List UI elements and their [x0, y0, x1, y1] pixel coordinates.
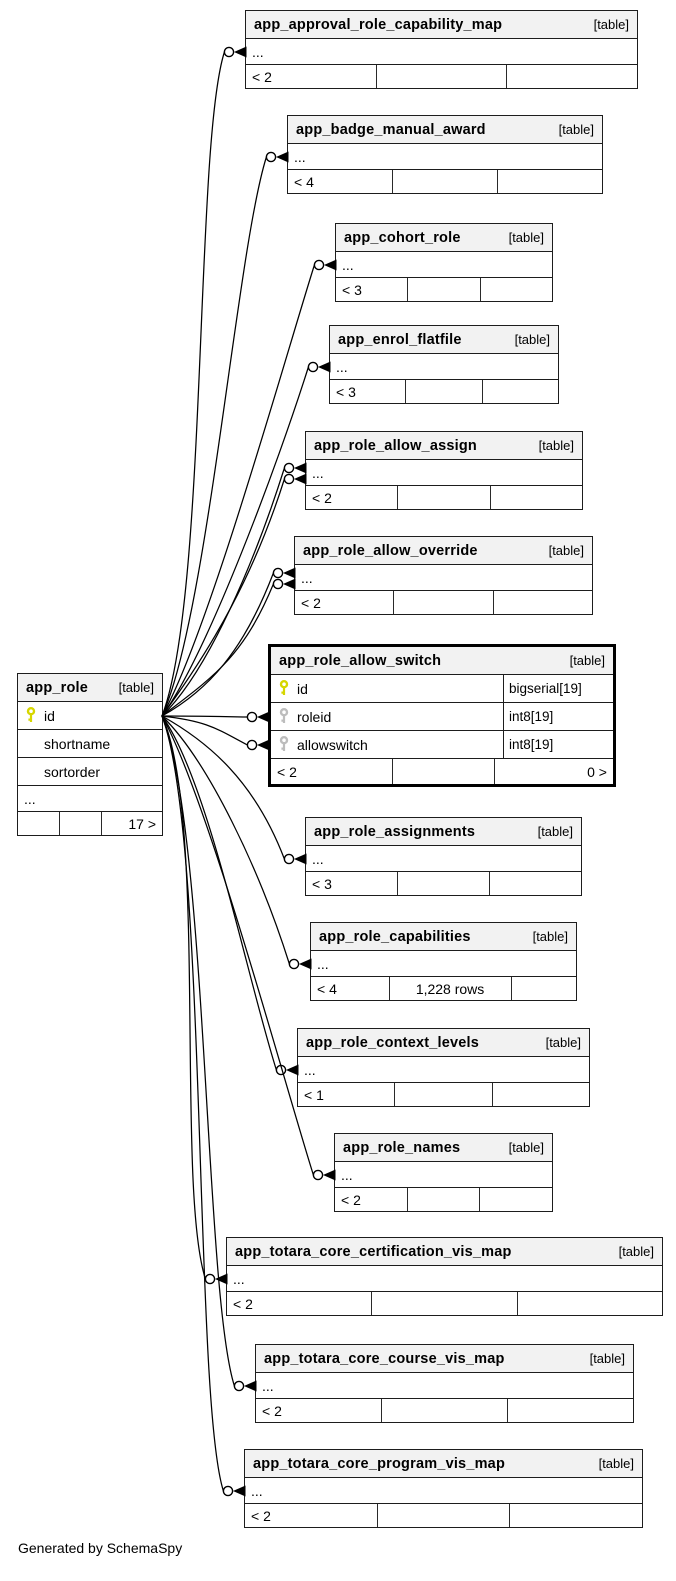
table-header [288, 116, 602, 144]
table-header [245, 1450, 642, 1478]
table-app-badge-manual-award[interactable] [287, 115, 603, 194]
table-footer [295, 591, 592, 614]
columns-ellipsis: ... [336, 252, 552, 278]
footer-rows-count [392, 170, 497, 193]
table-footer [245, 1504, 642, 1527]
table-header [18, 674, 162, 702]
columns-ellipsis: ... [330, 354, 558, 380]
footer-parents-count: < 2 [251, 1507, 271, 1524]
table-header [246, 11, 637, 39]
column-row-shortname [18, 730, 162, 758]
table-name[interactable]: app_totara_core_program_vis_map [253, 1455, 505, 1472]
columns-ellipsis: ... [298, 1057, 589, 1083]
table-app-role-allow-assign[interactable] [305, 431, 583, 510]
table-type-tag: [table] [532, 929, 568, 944]
table-name[interactable]: app_role_allow_override [303, 542, 478, 559]
table-name[interactable]: app_role_names [343, 1139, 461, 1156]
footer-parents-count: < 2 [277, 763, 297, 780]
table-header [311, 923, 576, 951]
table-name[interactable]: app_badge_manual_award [296, 121, 486, 138]
footer-children-count [497, 170, 602, 193]
table-footer [311, 977, 576, 1000]
table-type-tag: [table] [589, 1351, 625, 1366]
table-name[interactable]: app_role_context_levels [306, 1034, 480, 1051]
columns-ellipsis: ... [306, 846, 581, 872]
column-row-sortorder [18, 758, 162, 786]
foreign-key-icon [271, 731, 297, 758]
table-app-role-assignments[interactable] [305, 817, 582, 896]
table-name[interactable]: app_enrol_flatfile [338, 331, 462, 348]
table-footer [246, 65, 637, 88]
table-footer [335, 1188, 552, 1211]
footer-parents-count: < 1 [304, 1086, 324, 1103]
footer-children-count [490, 486, 582, 509]
table-name[interactable]: app_totara_core_certification_vis_map [235, 1243, 512, 1260]
footer-rows-count [371, 1292, 516, 1315]
footer-parents-count: < 2 [341, 1191, 361, 1208]
table-header [256, 1345, 633, 1373]
footer-children-count [489, 872, 581, 895]
table-type-tag: [table] [569, 653, 605, 668]
column-name: sortorder [44, 763, 101, 780]
footer-rows-count [59, 812, 101, 835]
generator-credit: Generated by SchemaSpy [18, 1540, 183, 1556]
table-footer [18, 812, 162, 835]
table-footer [336, 278, 552, 301]
table-type-tag: [table] [558, 122, 594, 137]
column-name: allowswitch [297, 736, 368, 753]
table-footer [288, 170, 602, 193]
footer-children-count [509, 1504, 642, 1527]
footer-rows-count [407, 1188, 480, 1211]
table-footer [298, 1083, 589, 1106]
table-app-role[interactable] [17, 673, 163, 836]
columns-ellipsis: ... [256, 1373, 633, 1399]
column-type: bigserial[19] [503, 675, 613, 702]
columns-ellipsis: ... [18, 786, 162, 812]
columns-ellipsis: ... [288, 144, 602, 170]
table-header [298, 1029, 589, 1057]
footer-parents-count: < 2 [301, 594, 321, 611]
columns-ellipsis: ... [295, 565, 592, 591]
footer-parents-count: < 2 [312, 489, 332, 506]
table-footer [256, 1399, 633, 1422]
column-name: id [297, 680, 308, 697]
table-type-tag: [table] [118, 680, 154, 695]
table-header [295, 537, 592, 565]
table-type-tag: [table] [508, 230, 544, 245]
table-type-tag: [table] [548, 543, 584, 558]
key-icon-placeholder [18, 758, 44, 785]
columns-ellipsis: ... [245, 1478, 642, 1504]
foreign-key-icon [271, 703, 297, 730]
table-footer [227, 1292, 662, 1315]
table-app-role-capabilities[interactable] [310, 922, 577, 1001]
footer-rows-count [397, 486, 489, 509]
footer-rows-count [407, 278, 479, 301]
table-app-role-names[interactable] [334, 1133, 553, 1212]
columns-ellipsis: ... [311, 951, 576, 977]
column-row-id [18, 702, 162, 730]
footer-parents-count: < 4 [294, 173, 314, 190]
footer-children-count [517, 1292, 662, 1315]
footer-children-count [479, 1188, 552, 1211]
footer-children-count [507, 1399, 633, 1422]
table-header [306, 432, 582, 460]
footer-rows-count [393, 591, 492, 614]
table-name[interactable]: app_role_allow_assign [314, 437, 477, 454]
table-name[interactable]: app_role [26, 679, 89, 696]
column-type: int8[19] [503, 731, 613, 758]
table-header [336, 224, 552, 252]
column-row-allowswitch [271, 731, 613, 759]
table-type-tag: [table] [538, 438, 574, 453]
footer-rows-count [405, 380, 481, 403]
primary-key-icon [18, 702, 44, 729]
table-name[interactable]: app_role_assignments [314, 823, 476, 840]
primary-key-icon [271, 675, 297, 702]
footer-children-count [493, 591, 592, 614]
table-app-totara-core-program-vis-map[interactable] [244, 1449, 643, 1528]
table-header [330, 326, 558, 354]
table-footer [271, 759, 613, 784]
column-name: id [44, 707, 55, 724]
table-header [271, 647, 613, 675]
footer-children-count [511, 977, 576, 1000]
footer-rows-count [397, 872, 489, 895]
footer-parents-count [18, 812, 59, 835]
table-name[interactable]: app_role_capabilities [319, 928, 471, 945]
table-type-tag: [table] [508, 1140, 544, 1155]
table-header [227, 1238, 662, 1266]
footer-rows-count [394, 1083, 491, 1106]
table-app-cohort-role[interactable] [335, 223, 553, 302]
table-app-totara-core-course-vis-map[interactable] [255, 1344, 634, 1423]
table-footer [330, 380, 558, 403]
columns-ellipsis: ... [246, 39, 637, 65]
footer-parents-count: < 2 [252, 68, 272, 85]
footer-parents-count: < 2 [233, 1295, 253, 1312]
footer-rows-count [376, 65, 507, 88]
footer-rows-count [392, 759, 494, 784]
table-name[interactable]: app_role_allow_switch [279, 652, 442, 669]
column-name: roleid [297, 708, 332, 725]
column-row-id [271, 675, 613, 703]
table-app-role-allow-override[interactable] [294, 536, 593, 615]
table-footer [306, 486, 582, 509]
table-type-tag: [table] [593, 17, 629, 32]
columns-ellipsis: ... [306, 460, 582, 486]
table-type-tag: [table] [598, 1456, 634, 1471]
table-name[interactable]: app_totara_core_course_vis_map [264, 1350, 505, 1367]
column-type: int8[19] [503, 703, 613, 730]
table-type-tag: [table] [545, 1035, 581, 1050]
table-name[interactable]: app_approval_role_capability_map [254, 16, 503, 33]
footer-children-count [482, 380, 558, 403]
table-name[interactable]: app_cohort_role [344, 229, 461, 246]
columns-ellipsis: ... [335, 1162, 552, 1188]
column-name: shortname [44, 735, 111, 752]
footer-children-count [492, 1083, 589, 1106]
table-header [306, 818, 581, 846]
key-icon-placeholder [18, 730, 44, 757]
footer-parents-count: < 3 [336, 383, 356, 400]
table-app-role-context-levels[interactable] [297, 1028, 590, 1107]
footer-children-count [506, 65, 637, 88]
table-header [335, 1134, 552, 1162]
footer-rows-count [377, 1504, 510, 1527]
footer-children-count [480, 278, 552, 301]
footer-children-count: 0 > [494, 759, 613, 784]
table-app-enrol-flatfile[interactable] [329, 325, 559, 404]
footer-children-count: 17 > [101, 812, 162, 835]
table-app-role-allow-switch[interactable] [268, 644, 616, 787]
table-app-approval-role-capability-map[interactable] [245, 10, 638, 89]
columns-ellipsis: ... [227, 1266, 662, 1292]
footer-parents-count: < 3 [312, 875, 332, 892]
footer-parents-count: < 2 [262, 1402, 282, 1419]
table-type-tag: [table] [537, 824, 573, 839]
table-app-totara-core-certification-vis-map[interactable] [226, 1237, 663, 1316]
footer-parents-count: < 4 [317, 980, 337, 997]
footer-parents-count: < 3 [342, 281, 362, 298]
table-type-tag: [table] [514, 332, 550, 347]
table-type-tag: [table] [618, 1244, 654, 1259]
footer-rows-count: 1,228 rows [389, 977, 511, 1000]
column-row-roleid [271, 703, 613, 731]
footer-rows-count [381, 1399, 507, 1422]
table-footer [306, 872, 581, 895]
